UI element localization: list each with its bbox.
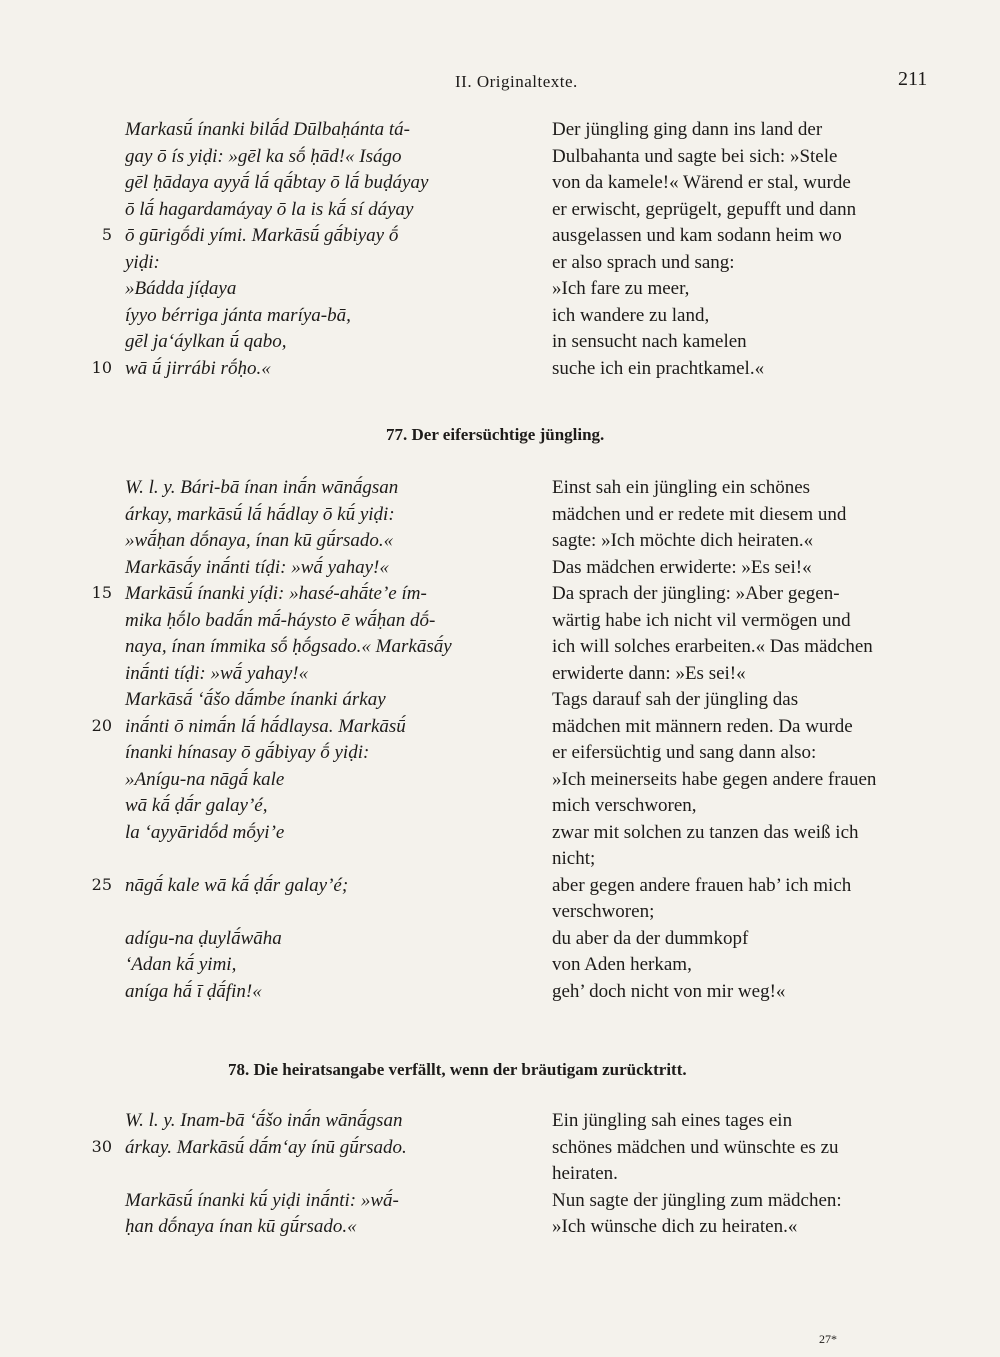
german-line: zwar mit solchen zu tanzen das weiß ich — [552, 821, 859, 843]
german-line: ich will solches erarbeiten.« Das mädchen — [552, 636, 873, 657]
somali-line: árkay. Markāsū́ dā́m‘ay ínū gū́rsado. — [125, 1136, 407, 1158]
german-line: »Ich wünsche dich zu heiraten.« — [552, 1216, 798, 1237]
somali-line: ínanki hínasay ō gā́biyay ṓ yiḍi: — [125, 742, 370, 763]
german-line: mädchen und er redete mit diesem und — [552, 503, 847, 525]
german-line: von Aden herkam, — [552, 954, 692, 975]
section-title-77: 77. Der eifersüchtige jüngling. — [386, 425, 605, 444]
somali-line: yiḍi: — [125, 251, 160, 273]
somali-line: gēl ḥādaya ayyā́ lā́ qā́btay ō lā́ buḍáyay — [125, 172, 429, 193]
german-line: du aber da der dummkopf — [552, 927, 749, 949]
somali-line: inā́nti ō nimā́n lā́ hā́dlaysa. Markāsū́ — [125, 715, 406, 737]
line-number: 30 — [91, 1136, 112, 1156]
somali-line: árkay, markāsū́ lā́ hā́dlay ō kū́ yiḍi: — [125, 503, 395, 525]
somali-line: wā kā́ ḍā́r galay’é, — [125, 795, 268, 816]
german-line: heiraten. — [552, 1163, 618, 1184]
german-line: er erwischt, geprügelt, gepufft und dann — [552, 198, 857, 220]
german-line: wärtig habe ich nicht vil vermögen und — [552, 609, 851, 631]
somali-line: gēl ja‘áylkan ū́ qabo, — [125, 331, 287, 352]
german-line: ich wandere zu land, — [552, 304, 710, 326]
german-line: Da sprach der jüngling: »Aber gegen- — [552, 583, 840, 604]
line-number: 10 — [91, 357, 112, 377]
german-line: aber gegen andere frauen hab’ ich mich — [552, 874, 852, 896]
line-number: 25 — [91, 874, 112, 894]
somali-line: »wā́ḥan dṓnaya, ínan kū gū́rsado.« — [125, 530, 394, 551]
somali-line: naya, ínan ímmika sṓ ḥṓgsado.« Markāsā́y — [125, 636, 452, 657]
somali-line: ‘Adan kā́ yimi, — [125, 954, 237, 975]
german-line: Das mädchen erwiderte: »Es sei!« — [552, 556, 812, 578]
somali-line: W. l. y. Inam-bā ‘ā́šo inā́n wānā́gsan — [125, 1110, 403, 1131]
german-line: »Ich meinerseits habe gegen andere frauen — [552, 768, 877, 790]
somali-line: »Bádda jíḍaya — [125, 278, 237, 299]
german-line: er eifersüchtig und sang dann also: — [552, 742, 817, 763]
somali-line: la ‘ayyāridṓd mṓyi’e — [125, 821, 285, 843]
line-number: 15 — [91, 583, 112, 602]
somali-line: »Anígu-na nāgā́ kale — [125, 768, 285, 790]
german-line: ausgelassen und kam sodann heim wo — [552, 225, 842, 246]
somali-line: Markāsū́ ínanki kū́ yiḍi inā́nti: »wā́- — [125, 1189, 399, 1211]
german-line: sagte: »Ich möchte dich heiraten.« — [552, 530, 814, 551]
somali-line: ḥan dṓnaya ínan kū gū́rsado.« — [125, 1216, 357, 1237]
german-line: Nun sagte der jüngling zum mädchen: — [552, 1189, 842, 1211]
somali-line: Markasū́ ínanki bilā́d Dūlbaḥánta tá- — [125, 119, 410, 140]
somali-line: Markāsā́ ‘ā́šo dā́mbe ínanki árkay — [125, 689, 386, 710]
german-line: suche ich ein prachtkamel.« — [552, 357, 765, 379]
signature-mark: 27* — [819, 1332, 837, 1346]
german-line: Dulbahanta und sagte bei sich: »Stele — [552, 145, 838, 167]
somali-line: ō gūrigṓdi yími. Markāsū́ gā́biyay ṓ — [125, 225, 399, 246]
german-line: er also sprach und sang: — [552, 251, 735, 273]
german-line: geh’ doch nicht von mir weg!« — [552, 980, 786, 1002]
german-line: Tags darauf sah der jüngling das — [552, 689, 799, 710]
german-line: Einst sah ein jüngling ein schönes — [552, 477, 811, 498]
section-title-78: 78. Die heiratsangabe verfällt, wenn der bräutigam zurücktritt. — [228, 1060, 687, 1079]
somali-line: wā ū́ jirrábi rṓḥo.« — [125, 357, 271, 379]
german-line: mich verschworen, — [552, 795, 697, 816]
german-line: mädchen mit männern reden. Da wurde — [552, 715, 853, 737]
german-line: verschworen; — [552, 901, 655, 922]
somali-line: W. l. y. Bári-bā ínan inā́n wānā́gsan — [125, 477, 399, 498]
line-number: 5 — [101, 225, 112, 244]
german-line: in sensucht nach kamelen — [552, 331, 747, 352]
german-line: erwiderte dann: »Es sei!« — [552, 662, 746, 684]
page-number: 211 — [898, 68, 928, 90]
somali-line: nāgā́ kale wā kā́ ḍā́r galay’é; — [125, 874, 349, 896]
somali-line: mika ḥṓlo badā́n mā́-háysto ē wā́ḥan dṓ- — [125, 609, 436, 631]
somali-line: Markāsā́y inā́nti tíḍi: »wā́ yahay!« — [125, 556, 389, 578]
german-line: schönes mädchen und wünschte es zu — [552, 1136, 839, 1158]
german-line: Ein jüngling sah eines tages ein — [552, 1110, 793, 1131]
somali-line: adígu-na ḍuylā́wāha — [125, 927, 282, 949]
somali-line: Markāsū́ ínanki yíḍi: »hasé-ahā́te’e ím- — [125, 583, 427, 604]
somali-line: aníga hā́ ī ḍā́fin!« — [125, 980, 262, 1002]
line-number: 20 — [91, 715, 112, 735]
somali-line: ō lā́ hagardamáyay ō la is kā́ sí dáyay — [125, 198, 414, 220]
german-line: Der jüngling ging dann ins land der — [552, 119, 823, 140]
german-line: »Ich fare zu meer, — [552, 278, 690, 299]
somali-line: gay ō ís yiḍi: »gēl ka sṓ ḥād!« Iságo — [125, 145, 402, 167]
somali-line: inā́nti tíḍi: »wā́ yahay!« — [125, 662, 309, 684]
german-line: nicht; — [552, 848, 596, 869]
somali-line: íyyo bérriga jánta maríya-bā, — [125, 304, 351, 326]
running-head: II. Originaltexte. — [455, 72, 578, 91]
german-line: von da kamele!« Wärend er stal, wurde — [552, 172, 851, 193]
